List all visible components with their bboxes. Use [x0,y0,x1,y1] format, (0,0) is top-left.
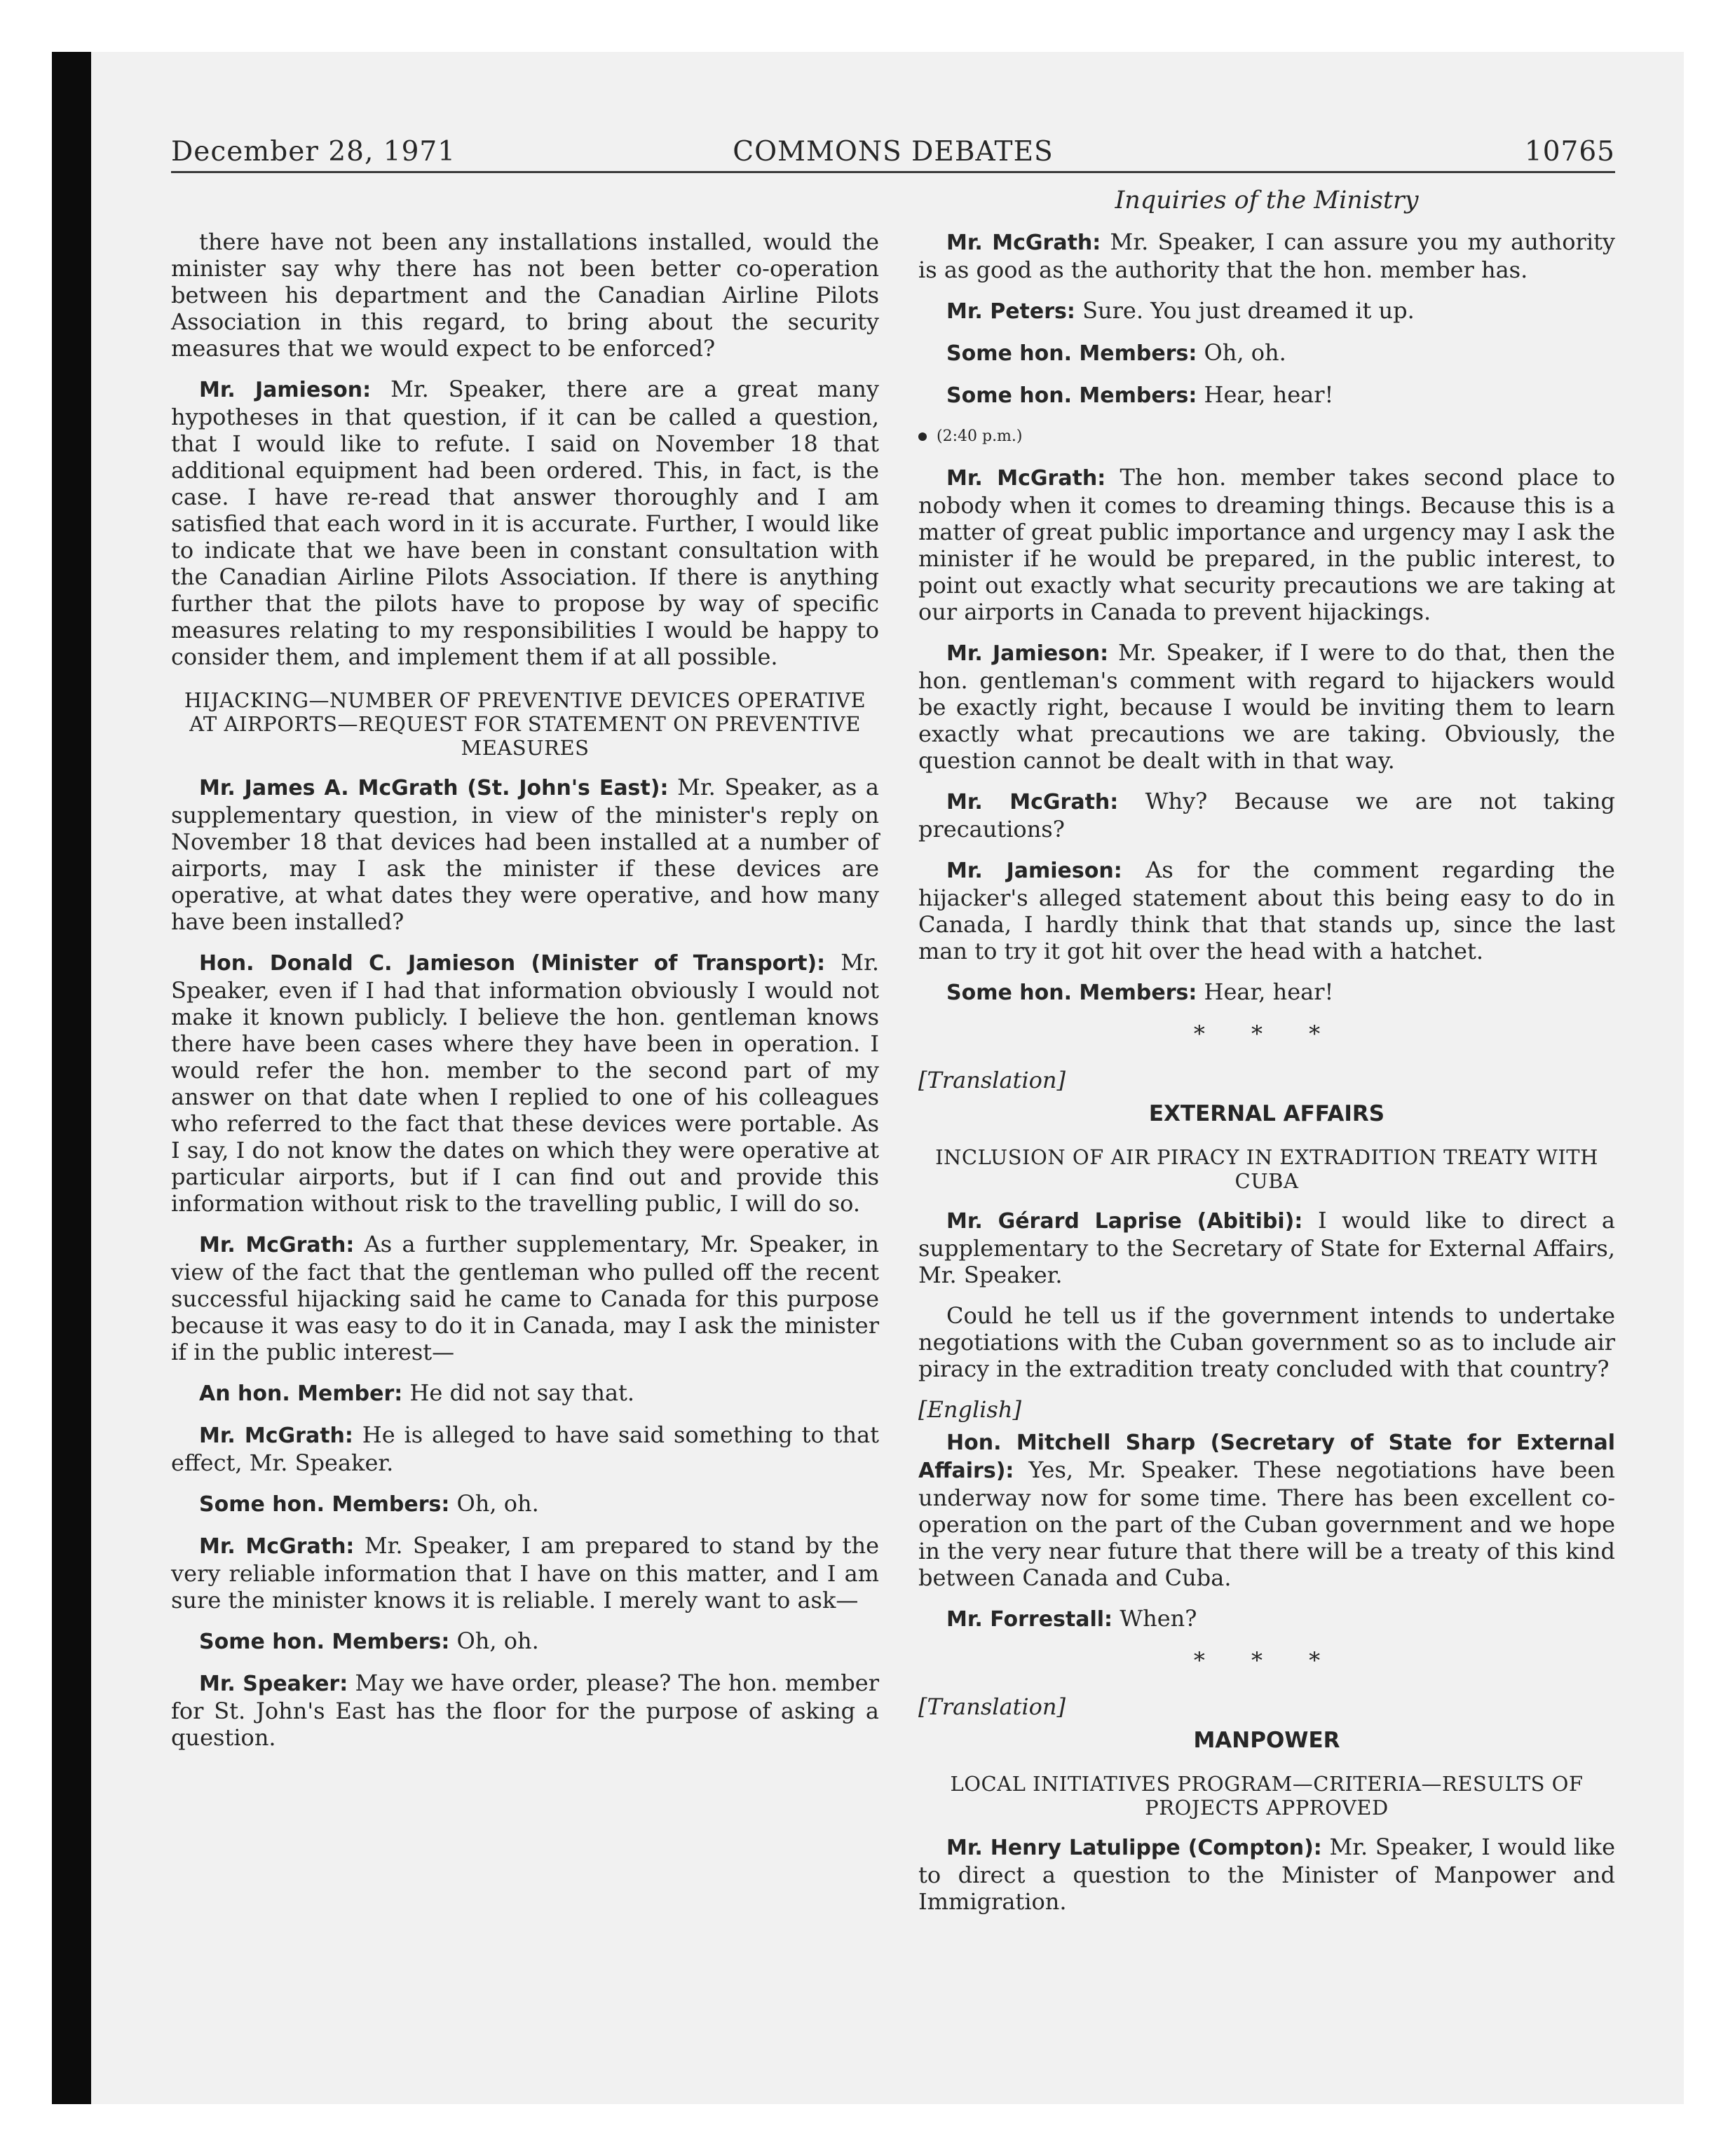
speaker-name: Mr. James A. McGrath (St. John's East): [199,776,669,800]
speaker-name: Mr. Jamieson: [199,378,372,402]
speech-text: there have not been any installations installed, would the minister say why there has not been better co-operation between his department and the Canadian Airline Pilots Association in this regard, to bring about the security measures that we would expect to be enforced? [171,228,879,362]
speech-text: As for the comment regarding the hijacker's alleged statement about this being easy to do in Canada, I hardly think that that stands up, since the last man to try it got hit over the head with a hatchet. [918,857,1615,964]
bullet-icon [918,432,927,441]
section-divider: * * * [1193,1647,1340,1674]
page-number: 10765 [1524,136,1615,168]
speech-paragraph [171,1379,879,1407]
speech-text: I would like to direct a supplementary to the Secretary of State for External Affairs, Mr. Speaker. [918,1207,1616,1288]
running-header [171,133,1615,173]
speech-paragraph [171,1231,879,1365]
speaker-name: Some hon. Members: [946,383,1197,408]
speech-paragraph [171,1628,879,1656]
speech-paragraph [918,228,1615,283]
language-label: [English] [918,1396,1021,1423]
speech-text: Mr. Speaker, as a supplementary question, in view of the minister's reply on November 18 that devices had been installed at a number of airports, may I ask the minister if these devices are operative, at what dates they were operative, and how many have been installed? [171,774,880,935]
speech-text: Oh, oh. [1204,339,1286,366]
speaker-name: Some hon. Members: [199,1492,450,1517]
speaker-name: Mr. Jamieson: [946,859,1122,883]
speech-text: Hear, hear! [1204,978,1334,1005]
speaker-name: Mr. McGrath: [946,790,1119,814]
speech-paragraph [171,1490,879,1518]
speech-text: Mr. Speaker, even if I had that information obviously I would not make it known publicly. I believe the hon. gentleman knows there have been cases where they have been in operation. I would refer the hon. member to the second part of my answer on that date when I replied to one of his colleagues who referred to the fact that these devices were portable. As I say, I do not know the dates on which they were operative at particular airports, but if I can find out and provide this information without risk to the travelling public, I will do so. [171,949,880,1217]
speech-paragraph [171,949,879,1217]
subject-heading: HIJACKING—NUMBER OF PREVENTIVE DEVICES OPERATIVE AT AIRPORTS—REQUEST FOR STATEMENT ON PREVENTIVE MEASURES [184,688,866,760]
speaker-name: Some hon. Members: [946,981,1197,1005]
speech-text: Why? Because we are not taking precautions? [918,788,1616,842]
speaker-name: Mr. Speaker: [199,1672,348,1696]
language-label: [Translation] [918,1067,1066,1093]
speech-text: Oh, oh. [456,1628,539,1654]
speech-paragraph [171,228,879,362]
section-divider: * * * [1193,1021,1340,1047]
speech-paragraph [918,1428,1615,1591]
speech-text: Hear, hear! [1204,381,1334,408]
speech-paragraph [918,1207,1615,1288]
section-heading: MANPOWER [1193,1728,1340,1753]
speech-paragraph [918,339,1615,367]
right-column [918,228,1615,1929]
speech-text: Mr. Speaker, I would like to direct a question to the Minister of Manpower and Immigration. [918,1834,1616,1915]
section-heading: EXTERNAL AFFAIRS [1148,1101,1385,1126]
header-title: COMMONS DEBATES [733,136,1054,168]
speaker-name: Mr. Henry Latulippe (Compton): [946,1836,1322,1860]
speech-paragraph [918,788,1615,842]
speaker-name: Hon. Mitchell Sharp (Secretary of State for External Affairs): [918,1431,1615,1483]
header-date: December 28, 1971 [171,136,456,168]
speech-paragraph [918,639,1615,774]
speech-paragraph [918,1605,1615,1633]
speech-text: Mr. Speaker, I can assure you my authority is as good as the authority that the hon. member has. [918,228,1615,283]
speech-text: Sure. You just dreamed it up. [1082,297,1415,324]
speech-text: Yes, Mr. Speaker. These negotiations have been underway now for some time. There has been excellent co-operation on the part of the Cuban government and we hope in the very near future that there will be a treaty of this kind between Canada and Cuba. [918,1456,1616,1591]
timestamp: (2:40 p.m.) [937,428,1023,445]
speaker-name: Mr. Peters: [946,299,1075,324]
speech-paragraph [171,1421,879,1476]
speech-paragraph [171,1670,879,1751]
language-label: [Translation] [918,1693,1066,1720]
speaker-name: Some hon. Members: [199,1630,450,1654]
speaker-name: Some hon. Members: [946,341,1197,366]
speaker-name: Mr. Forrestall: [946,1607,1113,1632]
speech-paragraph [918,978,1615,1007]
speaker-name: Hon. Donald C. Jamieson (Minister of Transport): [199,951,826,976]
speech-text: When? [1120,1605,1197,1632]
speaker-name: Mr. McGrath: [199,1233,355,1257]
speech-text: Mr. Speaker, if I were to do that, then the hon. gentleman's comment with regard to hijackers would be exactly right, because I would be inviting them to learn exactly what precautions we are taking. Obviously, the question cannot be dealt with in that way. [918,639,1615,774]
speech-paragraph [918,1834,1615,1915]
speech-text: Could he tell us if the government intends to undertake negotiations with the Cuban government so as to include air piracy in the extradition treaty concluded with that country? [918,1302,1615,1382]
scan-border [52,52,91,2104]
speaker-name: Mr. McGrath: [946,231,1101,255]
speech-paragraph [171,1532,879,1613]
speech-paragraph [918,1302,1615,1382]
speaker-name: Mr. McGrath: [199,1424,353,1448]
speech-text: He did not say that. [409,1379,635,1406]
speech-text: Oh, oh. [456,1490,539,1517]
speech-paragraph [918,464,1615,625]
speech-text: He is alleged to have said something to that effect, Mr. Speaker. [171,1421,880,1476]
speech-paragraph [171,774,879,935]
speech-text: The hon. member takes second place to nobody when it comes to dreaming things. Because this is a matter of great public importance and urgency may I ask the minister if he would be prepared, in the public interest, to point out exactly what security precautions we are taking at our airports in Canada to prevent hijackings. [918,464,1615,625]
speaker-name: Mr. Jamieson: [946,641,1109,666]
speaker-name: An hon. Member: [199,1381,403,1406]
speaker-name: Mr. McGrath: [946,466,1106,491]
speech-text: Mr. Speaker, I am prepared to stand by the very reliable information that I have on this matter, and I am sure the minister knows it is reliable. I merely want to ask— [171,1532,880,1613]
speech-paragraph [171,376,879,670]
speech-text: Mr. Speaker, there are a great many hypotheses in that question, if it can be called a question, that I would like to refute. I said on November 18 that additional equipment had been ordered. This, in fact, is the case. I have re-read that answer thoroughly and I am satisfied that each word in it is accurate. Further, I would like to indicate that we have been in constant consultation with the Canadian Airline Pilots Association. If there is anything further that the pilots have to propose by way of specific measures relating to my responsibilities I would be happy to consider them, and implement them if at all possible. [171,376,879,670]
section-running-title: Inquiries of the Ministry [1115,186,1419,214]
speech-paragraph [918,297,1615,325]
speaker-name: Mr. McGrath: [199,1534,355,1559]
speaker-name: Mr. Gérard Laprise (Abitibi): [946,1209,1303,1234]
subject-heading: INCLUSION OF AIR PIRACY IN EXTRADITION TREATY WITH CUBA [935,1145,1598,1193]
speech-paragraph [918,857,1615,964]
time-marker [918,423,1615,450]
speech-paragraph [918,381,1615,409]
subject-heading: LOCAL INITIATIVES PROGRAM—CRITERIA—RESULTS OF PROJECTS APPROVED [950,1772,1584,1820]
speech-text: May we have order, please? The hon. member for St. John's East has the floor for the purpose of asking a question. [171,1670,879,1751]
speech-text: As a further supplementary, Mr. Speaker, in view of the fact that the gentleman who pulled off the recent successful hijacking said he came to Canada for this purpose because it was easy to do it in Canada, may I ask the minister if in the public interest— [171,1231,879,1365]
left-column [171,228,879,1765]
